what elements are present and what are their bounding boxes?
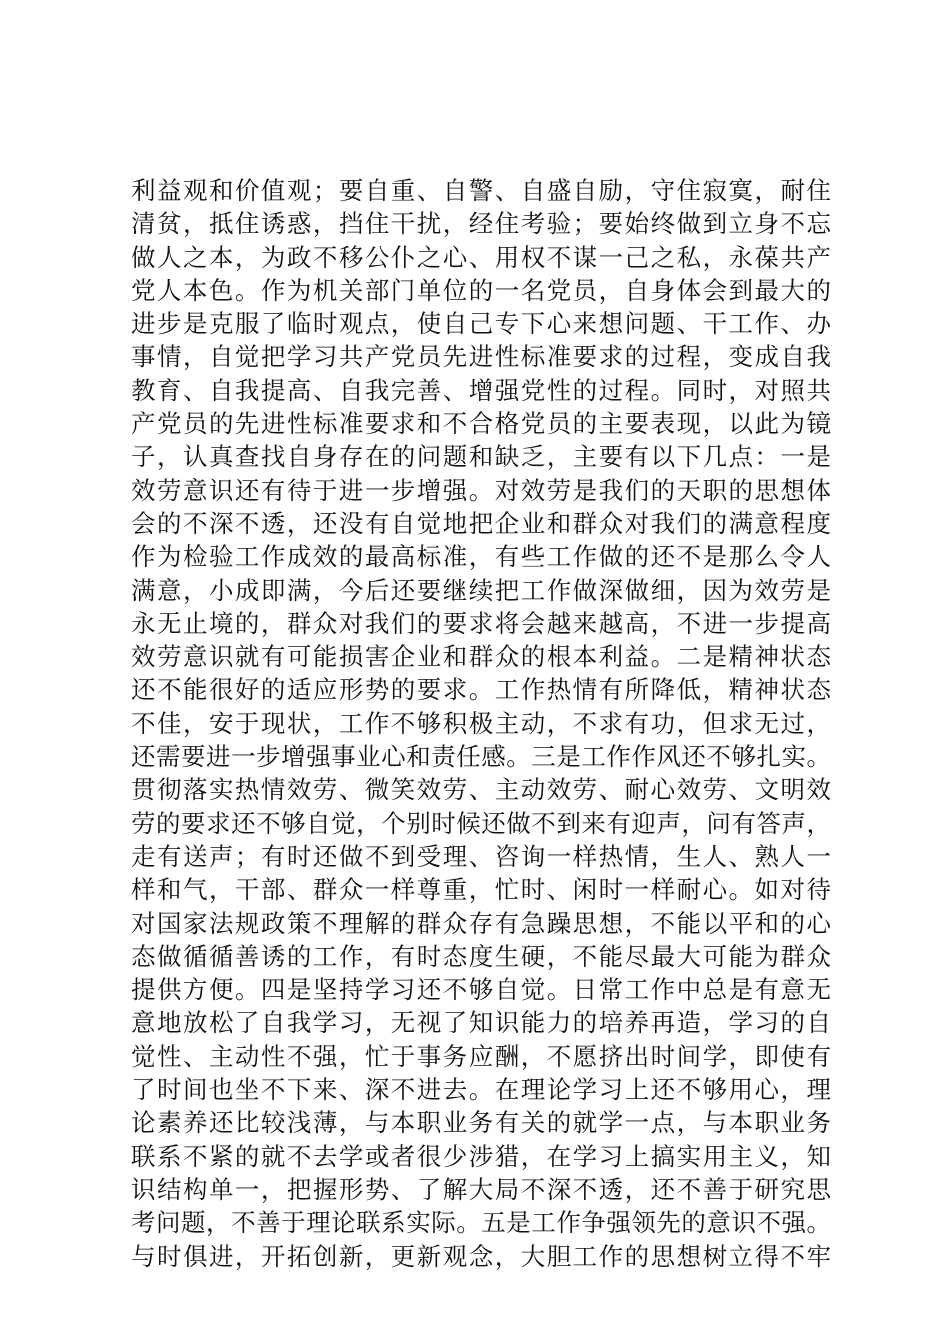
text-line: 走有送声；有时还做不到受理、咨询一样热情，生人、熟人一: [131, 841, 831, 871]
text-line: 教育、自我提高、自我完善、增强党性的过程。同时，对照共: [131, 375, 831, 405]
text-line: 产党员的先进性标准要求和不合格党员的主要表现，以此为镜: [131, 409, 831, 439]
text-line: 提供方便。四是坚持学习还不够自觉。日常工作中总是有意无: [131, 975, 831, 1005]
text-line: 劳的要求还不够自觉，个别时候还做不到来有迎声，问有答声，: [131, 808, 831, 838]
text-line: 考问题，不善于理论联系实际。五是工作争强领先的意识不强。: [131, 1208, 831, 1238]
text-line: 觉性、主动性不强，忙于事务应酬，不愿挤出时间学，即使有: [131, 1041, 831, 1071]
text-line: 子，认真查找自身存在的问题和缺乏，主要有以下几点：一是: [131, 442, 831, 472]
text-line: 党人本色。作为机关部门单位的一名党员，自身体会到最大的: [131, 275, 831, 305]
text-line: 贯彻落实热情效劳、微笑效劳、主动效劳、耐心效劳、文明效: [131, 775, 831, 805]
text-line: 清贫，抵住诱惑，挡住干扰，经住考验；要始终做到立身不忘: [131, 209, 831, 239]
text-line: 意地放松了自我学习，无视了知识能力的培养再造，学习的自: [131, 1008, 831, 1038]
text-line: 论素养还比较浅薄，与本职业务有关的就学一点，与本职业务: [131, 1108, 831, 1138]
text-line: 永无止境的，群众对我们的要求将会越来越高，不进一步提高: [131, 608, 831, 638]
text-line: 态做循循善诱的工作，有时态度生硬，不能尽最大可能为群众: [131, 941, 831, 971]
text-line: 联系不紧的就不去学或者很少涉猎，在学习上搞实用主义，知: [131, 1141, 831, 1171]
text-line: 效劳意识就有可能损害企业和群众的根本利益。二是精神状态: [131, 642, 831, 672]
text-line: 作为检验工作成效的最高标准，有些工作做的还不是那么令人: [131, 542, 831, 572]
text-line: 进步是克服了临时观点，使自己专下心来想问题、干工作、办: [131, 309, 831, 339]
text-line: 会的不深不透，还没有自觉地把企业和群众对我们的满意程度: [131, 508, 831, 538]
text-line: 还需要进一步增强事业心和责任感。三是工作作风还不够扎实。: [131, 742, 831, 772]
text-line: 对国家法规政策不理解的群众存有急躁思想，不能以平和的心: [131, 908, 831, 938]
text-line: 还不能很好的适应形势的要求。工作热情有所降低，精神状态: [131, 675, 831, 705]
text-line: 不佳，安于现状，工作不够积极主动，不求有功，但求无过，: [131, 708, 831, 738]
text-line: 了时间也坐不下来、深不进去。在理论学习上还不够用心，理: [131, 1075, 831, 1105]
text-line: 利益观和价值观；要自重、自警、自盛自励，守住寂寞，耐住: [131, 176, 831, 205]
text-line: 与时俱进，开拓创新，更新观念，大胆工作的思想树立得不牢: [131, 1241, 831, 1271]
text-line: 识结构单一，把握形势、了解大局不深不透，还不善于研究思: [131, 1174, 831, 1204]
text-line: 做人之本，为政不移公仆之心、用权不谋一己之私，永葆共产: [131, 242, 831, 272]
text-line: 效劳意识还有待于进一步增强。对效劳是我们的天职的思想体: [131, 475, 831, 505]
body-text: [131, 174, 831, 1273]
text-line: 样和气，干部、群众一样尊重，忙时、闲时一样耐心。如对待: [131, 875, 831, 905]
text-line: 满意，小成即满，今后还要继续把工作做深做细，因为效劳是: [131, 575, 831, 605]
text-line: 事情，自觉把学习共产党员先进性标准要求的过程，变成自我: [131, 342, 831, 372]
